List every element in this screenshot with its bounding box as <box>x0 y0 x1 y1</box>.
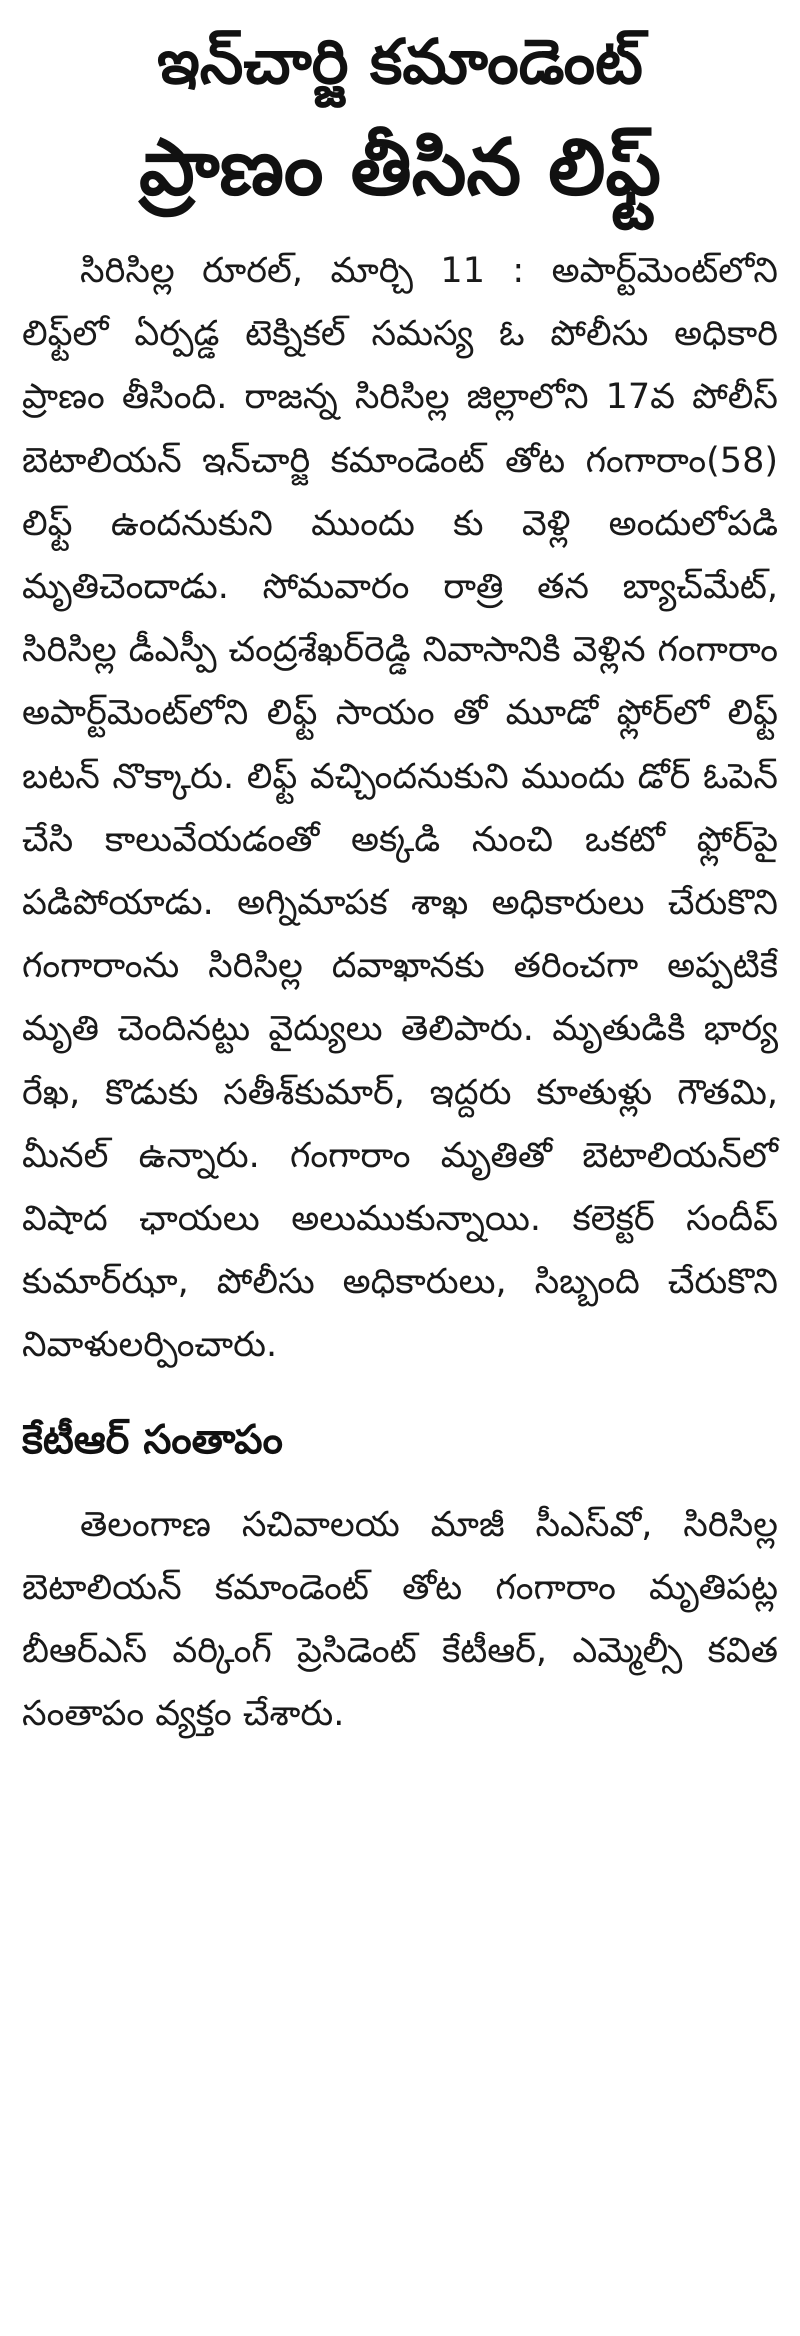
headline-line-1: ఇన్‌చార్జి కమాండెంట్ <box>157 25 643 98</box>
subheading: కేటీఆర్ సంతాపం <box>22 1416 283 1463</box>
paragraph-1-text: సిరిసిల్ల రూరల్, మార్చి 11 : అపార్ట్‌మెంట్‌లోని లిఫ్ట్‌లో ఏర్పడ్డ టెక్నికల్ సమస్య ఓ పోలీసు అధికారి ప్రాణం తీసింది. రాజన్న సిరిసిల్ల జిల్లాలోని 17వ పోలీస్ బెటాలియన్ ఇన్‌చార్జి కమాండెంట్ తోట గంగారాం(58) లిఫ్ట్ ఉందనుకుని ముందు కు వెళ్లి అందులోపడి మృతిచెందాడు. సోమవారం రాత్రి తన బ్యాచ్‌మేట్, సిరిసిల్ల డీఎస్పీ చంద్రశేఖర్‌రెడ్డి నివాసానికి వెళ్లిన గంగారాం అపార్ట్‌మెంట్‌లోని లిఫ్ట్ సాయం తో మూడో ఫ్లోర్‌లో లిఫ్ట్ బటన్ నొక్కారు. లిఫ్ట్ వచ్చిందనుకుని ముందు డోర్ ఓపెన్ చేసి కాలువేయడంతో అక్కడి నుంచి ఒకటో ఫ్లోర్‌పై పడిపోయాడు. అగ్నిమాపక శాఖ అధికారులు చేరుకొని గంగారాంను సిరిసిల్ల దవాఖానకు తరించగా అప్పటికే మృతి చెందినట్టు వైద్యులు తెలిపారు. మృతుడికి భార్య రేఖ, కొడుకు సతీశ్‌కుమార్, ఇద్దరు కూతుళ్లు గౌతమి, మీనల్ ఉన్నారు. గంగారాం మృతితో బెటాలియన్‌లో విషాద ఛాయలు అలుముకున్నాయి. కలెక్టర్ సందీప్ కుమార్‌ఝా, పోలీసు అధికారులు, సిబ్బంది చేరుకొని నివాళులర్పించారు. <box>22 251 778 1366</box>
article-paragraph-1 <box>22 240 778 1378</box>
paragraph-2-text: తెలంగాణ సచివాలయ మాజీ సీఎస్‌వో, సిరిసిల్ల బెటాలియన్ కమాండెంట్ తోట గంగారాం మృతిపట్ల బీఆర్‌ఎస్ వర్కింగ్ ప్రెసిడెంట్ కేటీఆర్, ఎమ్మెల్సీ కవిత సంతాపం వ్యక్తం చేశారు. <box>22 1504 778 1735</box>
headline-line-2: ప్రాణం తీసిన లిఫ్ట్ <box>139 123 661 213</box>
article-paragraph-2 <box>22 1494 778 1747</box>
